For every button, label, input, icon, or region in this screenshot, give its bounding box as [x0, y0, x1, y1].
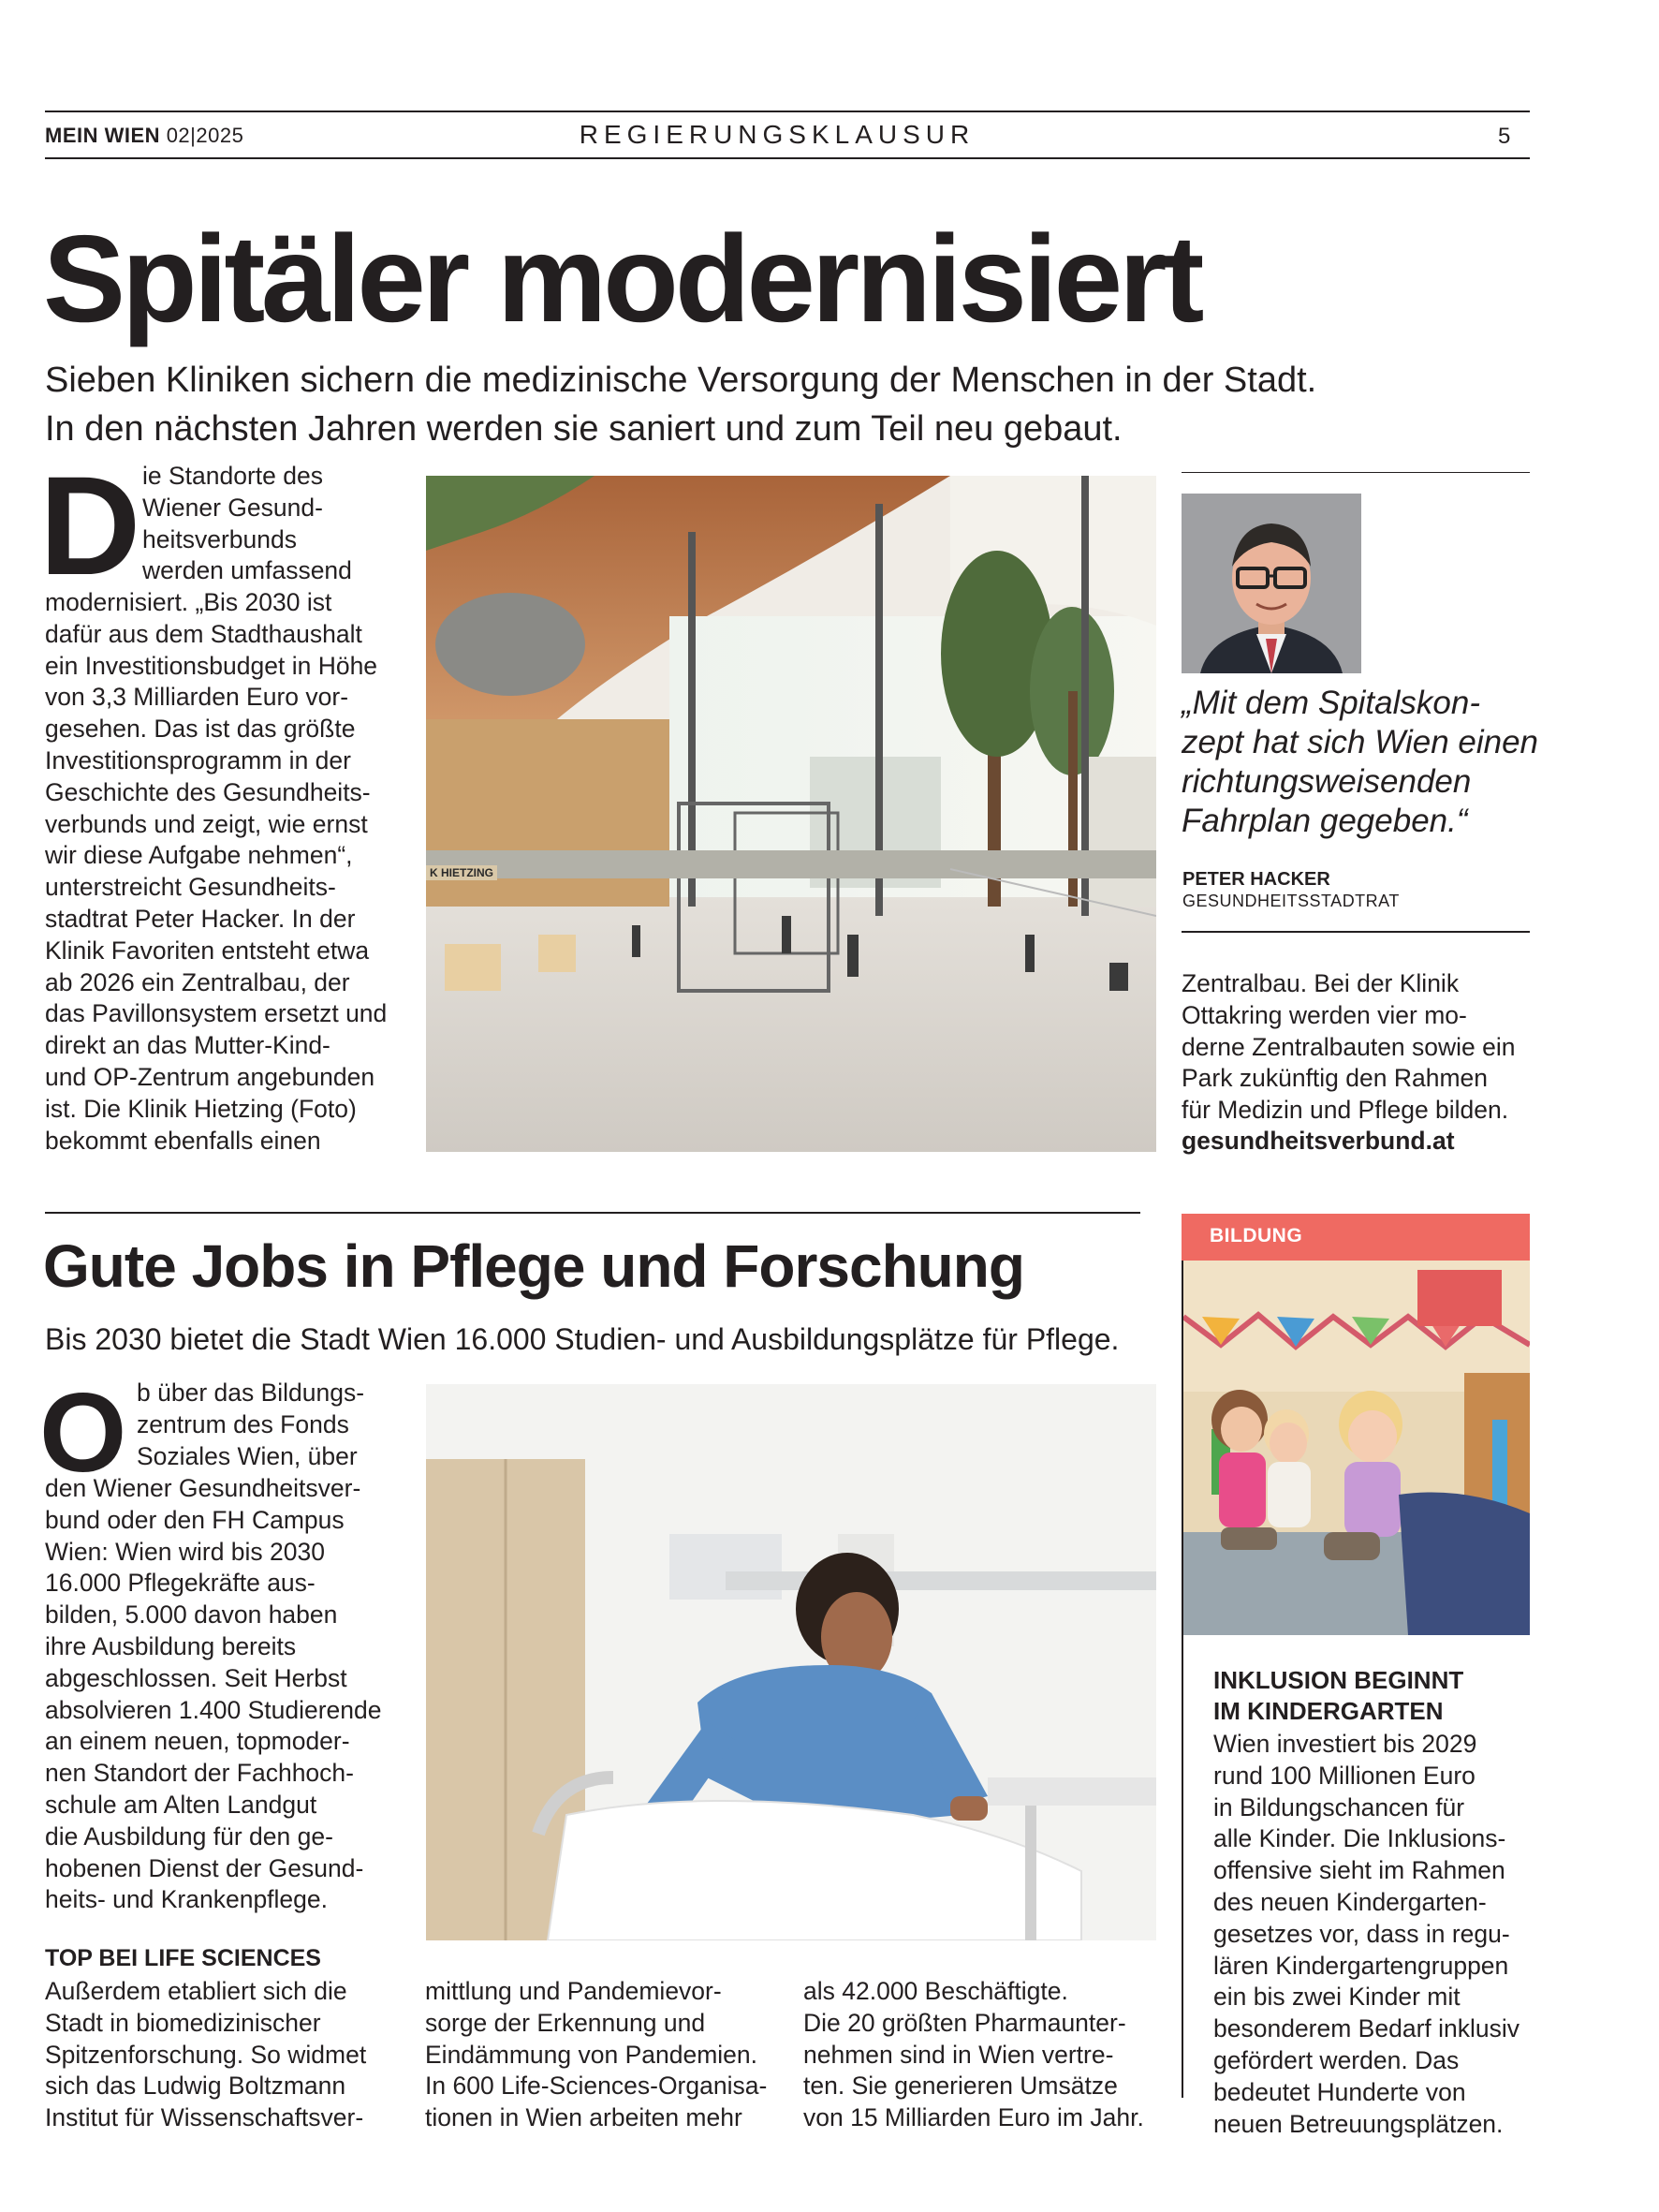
publication-name: MEIN WIEN [45, 124, 161, 147]
hospital-photo [426, 476, 1156, 1152]
photo-sign: K HIETZING [426, 865, 497, 880]
article2-headline: Gute Jobs in Pflege und Forschung [43, 1232, 1024, 1300]
dropcap: O [39, 1370, 127, 1496]
article-body: modernisiert. „Bis 2030 ist dafür aus dem Stadthaushalt ein Investitionsbudget in Höhe von 3,3 Milliarden Euro vor- gesehen. Das ist das größte Investitionsprogramm in der Geschichte des Gesundheits- verbunds und zeigt, wie ernst wir diese Aufgabe nehmen“, unterstreicht Gesundheits- stadtrat Peter Hacker. In der Klinik Favoriten entsteht etwa ab 2026 ein Zentralbau, der das Pavillonsystem ersetzt und direkt an das Mutter-Kind- und OP-Zentrum angebunden ist. Die Klinik Hietzing (Foto) bekommt ebenfalls einen [45, 588, 388, 1155]
publication-info [45, 124, 243, 148]
pull-quote: „Mit dem Spitalskon- zept hat sich Wien einen richtungsweisenden Fahrplan gegeben.“ [1182, 685, 1539, 839]
dropcap: D [39, 447, 141, 604]
issue-number: 02|2025 [166, 124, 244, 147]
article2-body-indented: b über das Bildungs- zentrum des Fonds Soziales Wien, über [137, 1379, 365, 1470]
kindergarten-photo [1183, 1261, 1530, 1635]
article2-body: den Wiener Gesundheitsver- bund oder den FH Campus Wien: Wien wird bis 2030 16.000 Pflegekräfte aus- bilden, 5.000 davon haben ihre Ausbildung bereits abgeschlossen. Seit Herbst absolvieren 1.400 Studierende an einem neuen, topmoder- nen Standort der Fachhoch- schule am Alten Landgut die Ausbildung für den ge- hobenen Dienst der Gesund- heits- und Krankenpflege. [45, 1474, 382, 1914]
article2-column-3: als 42.000 Beschäftigte. Die 20 größten Pharmaunter- nehmen sind in Wien vertre- ten. Sie generieren Umsätze von 15 Milliarden Euro im Jahr. [803, 1977, 1144, 2132]
page-number: 5 [1498, 124, 1511, 149]
sidebar-tag: BILDUNG [1210, 1225, 1303, 1246]
section-title: REGIERUNGSKLAUSUR [579, 120, 976, 149]
quote-role: GESUNDHEITSSTADTRAT [1182, 892, 1400, 910]
nurse-photo [426, 1384, 1156, 1940]
article-subhead [45, 356, 1402, 453]
sidebar-title: INKLUSION BEGINNT IM KINDERGARTEN [1213, 1666, 1464, 1725]
header-bottom-rule [45, 157, 1530, 159]
website-link[interactable]: gesundheitsverbund.at [1182, 1127, 1455, 1155]
quote-bottom-rule [1182, 931, 1530, 933]
subhead-line-1: Sieben Kliniken sichern die medizinische Versorgung der Menschen in der Stadt. [45, 361, 1317, 400]
article2-column-1: Außerdem etabliert sich die Stadt in biomedizinischer Spitzenforschung. So widmet sich das Ludwig Boltzmann Institut für Wissenschaftsver- [45, 1977, 367, 2132]
quote-author: PETER HACKER [1182, 869, 1330, 890]
article2-column-2: mittlung und Pandemievor- sorge der Erkennung und Eindämmung von Pandemien. In 600 Life-Sciences-Organisa- tionen in Wien arbeiten mehr [425, 1977, 768, 2132]
header-top-rule [45, 111, 1530, 112]
article2-top-rule [45, 1212, 1140, 1214]
portrait-photo [1182, 494, 1361, 673]
article-continuation: Zentralbau. Bei der Klinik Ottakring werden vier mo- derne Zentralbauten sowie ein Park zukünftig den Rahmen für Medizin und Pflege bilden. [1182, 969, 1516, 1125]
sidebar-body: Wien investiert bis 2029 rund 100 Millionen Euro in Bildungschancen für alle Kinder. Die Inklusions- offensive sieht im Rahmen des neuen Kindergarten- gesetzes vor, dass in regu- lären Kindergartengruppen ein bis zwei Kinder mit besonderem Bedarf inklusiv gefördert werden. Das bedeutet Hunderte von neuen Betreuungsplätzen. [1213, 1730, 1520, 2138]
article2-subhead: Bis 2030 bietet die Stadt Wien 16.000 Studien- und Ausbildungsplätze für Pflege. [45, 1322, 1120, 1356]
article-headline: Spitäler modernisiert [43, 210, 1201, 347]
quote-top-rule [1182, 472, 1530, 473]
article-body-indented: ie Standorte des Wiener Gesund- heitsverbunds werden umfassend [142, 462, 352, 585]
subhead-line-2: In den nächsten Jahren werden sie saniert und zum Teil neu gebaut. [45, 409, 1123, 449]
subsection-title: TOP BEI LIFE SCIENCES [45, 1945, 321, 1971]
